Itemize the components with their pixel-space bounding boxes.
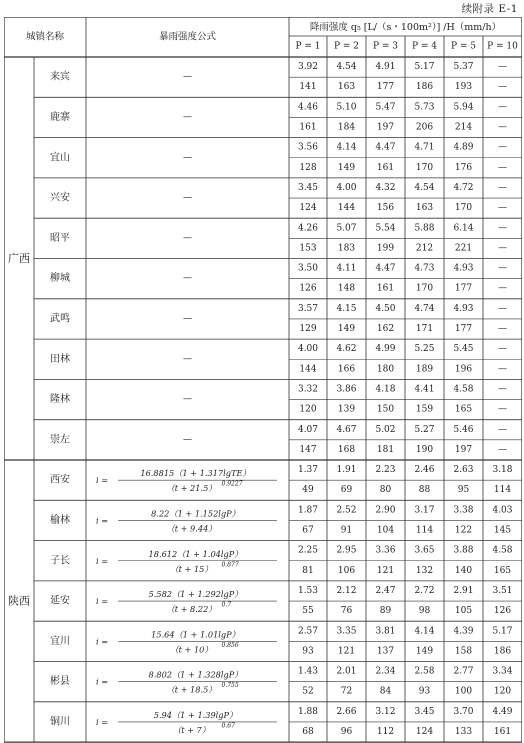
- city-name: 来宾: [50, 71, 70, 83]
- h-value: 189: [415, 364, 434, 375]
- q-value: —: [498, 424, 507, 435]
- h-value: 124: [299, 203, 317, 214]
- city-name: 子长: [50, 555, 70, 567]
- q-value: 2.66: [336, 706, 357, 717]
- q-value: 4.18: [375, 384, 396, 395]
- city-name: 宜川: [50, 635, 70, 647]
- h-value: 91: [340, 525, 353, 536]
- city-name: 武鸣: [50, 313, 70, 325]
- h-value: 170: [415, 283, 434, 294]
- q-value: 3.88: [453, 545, 474, 556]
- city-name: 隆林: [50, 394, 70, 406]
- formula-numerator: 5.582（1 + 1.292lgP）: [148, 589, 243, 600]
- q-value: 5.47: [375, 102, 396, 113]
- q-value: 4.50: [375, 303, 396, 314]
- q-value: —: [498, 303, 507, 314]
- formula-dash: —: [183, 72, 192, 83]
- q-value: 5.02: [375, 424, 396, 435]
- formula-exponent: 0.877: [221, 561, 239, 569]
- q-value: 3.81: [375, 626, 396, 637]
- h-value: 193: [454, 82, 473, 93]
- province-name: 广西: [8, 252, 30, 265]
- h-value: 212: [415, 243, 434, 254]
- h-value: 166: [337, 364, 356, 375]
- h-value: 141: [299, 82, 317, 93]
- h-value: 171: [415, 324, 434, 335]
- q-value: 2.57: [297, 626, 319, 637]
- q-value: 3.12: [375, 706, 396, 717]
- q-value: 2.01: [336, 666, 357, 677]
- q-value: 2.25: [297, 545, 319, 556]
- h-value: 161: [299, 122, 317, 133]
- q-value: 5.94: [453, 102, 474, 113]
- h-value: —: [498, 364, 507, 375]
- formula-dash: —: [183, 434, 192, 445]
- formula-numerator: 8.802（1 + 1.328lgP）: [148, 669, 243, 680]
- formula-dash: —: [183, 152, 192, 163]
- city-name: 兴安: [50, 192, 70, 204]
- h-value: 168: [337, 444, 356, 455]
- h-value: 144: [337, 203, 356, 214]
- q-value: 3.56: [297, 142, 319, 153]
- h-value: 206: [415, 122, 434, 133]
- h-value: —: [498, 243, 507, 254]
- formula-denominator: （t + 18.5）: [166, 684, 217, 695]
- q-value: 3.35: [336, 626, 357, 637]
- formula-numerator: 15.64（1 + 1.01lgP）: [151, 629, 240, 640]
- q-value: —: [498, 263, 507, 274]
- h-value: 121: [337, 646, 356, 657]
- q-value: 4.93: [453, 263, 474, 274]
- formula-exponent: 0.67: [221, 722, 235, 730]
- q-value: 3.45: [297, 182, 319, 193]
- q-value: 2.90: [375, 505, 396, 516]
- city-name: 鹿寨: [50, 111, 70, 123]
- formula-dash: —: [183, 394, 192, 405]
- h-value: 176: [454, 162, 473, 173]
- q-value: 1.37: [297, 465, 319, 476]
- h-value: 67: [302, 525, 314, 536]
- h-value: 114: [415, 525, 434, 536]
- header-period: P = 4: [411, 41, 438, 52]
- h-value: 52: [302, 686, 314, 697]
- formula-lhs: i =: [96, 555, 109, 566]
- q-value: 3.86: [336, 384, 357, 395]
- q-value: 4.15: [336, 303, 357, 314]
- q-value: 4.39: [453, 626, 474, 637]
- q-value: —: [498, 182, 507, 193]
- h-value: 100: [454, 686, 473, 697]
- h-value: 89: [379, 606, 392, 617]
- q-value: 3.18: [492, 465, 513, 476]
- q-value: 4.07: [297, 424, 319, 435]
- q-value: 5.07: [336, 223, 357, 234]
- q-value: —: [498, 384, 507, 395]
- q-value: 4.46: [297, 102, 319, 113]
- h-value: 72: [340, 686, 353, 697]
- q-value: 2.52: [336, 505, 357, 516]
- h-value: 139: [337, 404, 356, 415]
- q-value: 4.67: [336, 424, 357, 435]
- header-intensity: 降雨强度 q₅ [L/（s・100m²）] /H（mm/h）: [309, 22, 502, 33]
- h-value: 158: [454, 646, 473, 657]
- rainfall-intensity-table: [4, 17, 522, 743]
- h-value: 163: [415, 203, 434, 214]
- h-value: 170: [454, 203, 473, 214]
- q-value: 3.57: [297, 303, 319, 314]
- h-value: 145: [493, 525, 512, 536]
- q-value: 5.54: [375, 223, 396, 234]
- h-value: 214: [454, 122, 473, 133]
- formula-exponent: 0.755: [221, 682, 239, 690]
- h-value: 114: [493, 485, 512, 496]
- h-value: 196: [454, 364, 473, 375]
- h-value: 122: [454, 525, 473, 536]
- q-value: 4.58: [453, 384, 474, 395]
- q-value: —: [498, 223, 507, 234]
- formula-numerator: 8.22（1 + 1.152lgP）: [151, 508, 240, 519]
- header-formula: 暴雨强度公式: [158, 31, 217, 43]
- h-value: 120: [493, 686, 512, 697]
- city-name: 彬县: [50, 676, 70, 688]
- q-value: 5.45: [453, 344, 474, 355]
- formula-denominator: （t + 15）: [170, 563, 213, 574]
- q-value: 4.32: [375, 182, 396, 193]
- city-name: 榆林: [50, 514, 70, 526]
- q-value: 2.95: [336, 545, 357, 556]
- q-value: 3.70: [453, 706, 474, 717]
- h-value: 177: [454, 324, 473, 335]
- q-value: 4.89: [453, 142, 474, 153]
- h-value: 184: [337, 122, 356, 133]
- h-value: 69: [340, 485, 353, 496]
- q-value: 4.58: [492, 545, 513, 556]
- q-value: 4.00: [297, 344, 319, 355]
- formula-numerator: 16.8815（1 + 1.317lgTE）: [140, 468, 251, 479]
- city-name: 铜川: [50, 716, 70, 728]
- h-value: 162: [376, 324, 395, 335]
- city-name: 西安: [50, 474, 70, 486]
- q-value: 4.03: [492, 505, 513, 516]
- q-value: 4.54: [336, 62, 357, 73]
- formula-denominator: （t + 21.5）: [166, 483, 217, 494]
- h-value: 112: [376, 727, 395, 738]
- h-value: 126: [493, 606, 512, 617]
- h-value: 140: [454, 565, 473, 576]
- q-value: 2.47: [375, 585, 396, 596]
- q-value: 3.38: [453, 505, 474, 516]
- h-value: 180: [376, 364, 395, 375]
- q-value: 3.92: [297, 62, 319, 73]
- table-grid: [4, 17, 522, 743]
- h-value: 170: [415, 162, 434, 173]
- formula-dash: —: [183, 233, 192, 244]
- q-value: 3.32: [297, 384, 319, 395]
- q-value: 5.27: [414, 424, 435, 435]
- q-value: 5.73: [414, 102, 435, 113]
- h-value: 148: [337, 283, 356, 294]
- formula-exponent: 0.856: [221, 641, 239, 649]
- h-value: 161: [376, 162, 395, 173]
- h-value: 177: [454, 283, 473, 294]
- h-value: 80: [379, 485, 392, 496]
- q-value: 4.41: [414, 384, 435, 395]
- h-value: 186: [493, 646, 512, 657]
- city-name: 柳城: [50, 273, 70, 285]
- h-value: 149: [415, 646, 434, 657]
- q-value: —: [498, 102, 507, 113]
- city-name: 崇左: [50, 434, 70, 446]
- formula-dash: —: [183, 193, 192, 204]
- q-value: 1.43: [297, 666, 319, 677]
- h-value: —: [498, 122, 507, 133]
- formula-lhs: i =: [96, 716, 109, 727]
- h-value: —: [498, 162, 507, 173]
- h-value: 186: [415, 82, 434, 93]
- h-value: 161: [376, 283, 395, 294]
- q-value: 5.25: [414, 344, 435, 355]
- h-value: 181: [376, 444, 395, 455]
- h-value: —: [498, 82, 507, 93]
- q-value: 4.14: [336, 142, 357, 153]
- formula-denominator: （t + 8.22）: [166, 604, 217, 615]
- h-value: 128: [299, 162, 317, 173]
- city-name: 宜山: [50, 152, 70, 164]
- formula-dash: —: [183, 313, 192, 324]
- q-value: 5.88: [414, 223, 435, 234]
- q-value: 3.34: [492, 666, 513, 677]
- formula-dash: —: [183, 112, 192, 123]
- q-value: 4.71: [414, 142, 435, 153]
- h-value: 161: [493, 727, 512, 738]
- h-value: 133: [454, 727, 473, 738]
- h-value: 106: [337, 565, 356, 576]
- city-name: 延安: [50, 595, 70, 607]
- formula-denominator: （t + 9.44）: [166, 523, 217, 534]
- h-value: 126: [299, 283, 317, 294]
- q-value: 3.17: [414, 505, 435, 516]
- q-value: 5.10: [336, 102, 357, 113]
- q-value: 1.87: [297, 505, 319, 516]
- q-value: 1.53: [297, 585, 319, 596]
- formula-lhs: i =: [96, 636, 109, 647]
- h-value: 153: [299, 243, 317, 254]
- h-value: 88: [418, 485, 431, 496]
- h-value: 197: [376, 122, 395, 133]
- q-value: 2.77: [453, 666, 474, 677]
- formula-dash: —: [183, 354, 192, 365]
- h-value: —: [498, 324, 507, 335]
- q-value: 2.91: [453, 585, 474, 596]
- header-city: 城镇名称: [25, 31, 65, 43]
- h-value: 76: [340, 606, 353, 617]
- h-value: 129: [299, 324, 317, 335]
- h-value: 95: [457, 485, 470, 496]
- formula-exponent: 0.9227: [221, 480, 243, 488]
- h-value: 183: [337, 243, 356, 254]
- h-value: 132: [415, 565, 434, 576]
- city-name: 昭平: [50, 232, 70, 244]
- h-value: 93: [302, 646, 314, 657]
- h-value: 149: [337, 324, 356, 335]
- q-value: 1.88: [297, 706, 319, 717]
- h-value: 137: [376, 646, 395, 657]
- h-value: 177: [376, 82, 395, 93]
- q-value: 4.47: [375, 263, 396, 274]
- h-value: 165: [454, 404, 473, 415]
- formula-lhs: i =: [96, 596, 109, 607]
- q-value: 2.72: [414, 585, 435, 596]
- h-value: —: [498, 203, 507, 214]
- h-value: 144: [299, 364, 317, 375]
- q-value: 4.14: [414, 626, 435, 637]
- header-period: P = 3: [372, 41, 399, 52]
- h-value: 197: [454, 444, 473, 455]
- q-value: 3.36: [375, 545, 396, 556]
- q-value: 2.23: [375, 465, 396, 476]
- h-value: 120: [299, 404, 317, 415]
- h-value: 190: [415, 444, 434, 455]
- formula-numerator: 5.94（1 + 1.39lgP）: [153, 709, 238, 720]
- h-value: 156: [376, 203, 395, 214]
- q-value: 4.91: [375, 62, 396, 73]
- table-caption: 续附录 E-1: [461, 3, 518, 15]
- formula-denominator: （t + 10）: [170, 644, 213, 655]
- q-value: 4.74: [414, 303, 435, 314]
- q-value: 5.46: [453, 424, 474, 435]
- header-period: P = 2: [333, 41, 360, 52]
- h-value: 149: [337, 162, 356, 173]
- q-value: 4.47: [375, 142, 396, 153]
- q-value: 4.26: [297, 223, 319, 234]
- h-value: —: [498, 444, 507, 455]
- q-value: 5.17: [492, 626, 513, 637]
- header-period: P = 5: [450, 41, 477, 52]
- h-value: 124: [415, 727, 434, 738]
- q-value: 4.49: [492, 706, 513, 717]
- q-value: 2.34: [375, 666, 396, 677]
- q-value: 4.99: [375, 344, 396, 355]
- h-value: 55: [302, 606, 314, 617]
- h-value: 93: [418, 686, 431, 697]
- q-value: 5.17: [414, 62, 435, 73]
- q-value: 2.46: [414, 465, 435, 476]
- h-value: 163: [337, 82, 356, 93]
- q-value: 4.73: [414, 263, 435, 274]
- q-value: 4.00: [336, 182, 357, 193]
- h-value: —: [498, 283, 507, 294]
- q-value: 5.37: [453, 62, 474, 73]
- h-value: 84: [379, 686, 392, 697]
- province-name: 陕西: [8, 594, 30, 608]
- formula-numerator: 18.612（1 + 1.04lgP）: [148, 548, 243, 559]
- h-value: 68: [302, 727, 314, 738]
- h-value: 150: [376, 404, 395, 415]
- q-value: 4.54: [414, 182, 435, 193]
- formula-lhs: i =: [96, 475, 109, 486]
- q-value: 4.62: [336, 344, 357, 355]
- q-value: 2.58: [414, 666, 435, 677]
- h-value: 147: [299, 444, 317, 455]
- formula-exponent: 0.7: [221, 601, 232, 609]
- q-value: 4.93: [453, 303, 474, 314]
- h-value: 104: [376, 525, 395, 536]
- h-value: 199: [376, 243, 395, 254]
- h-value: 105: [454, 606, 473, 617]
- h-value: 221: [454, 243, 473, 254]
- formula-lhs: i =: [96, 515, 109, 526]
- header-period: P = 1: [295, 41, 321, 52]
- q-value: 4.11: [336, 263, 357, 274]
- q-value: —: [498, 344, 507, 355]
- q-value: —: [498, 142, 507, 153]
- q-value: 2.63: [453, 465, 474, 476]
- q-value: 1.91: [336, 465, 357, 476]
- formula-denominator: （t + 7）: [173, 724, 210, 735]
- header-period: P = 10: [487, 41, 518, 52]
- h-value: —: [498, 404, 507, 415]
- q-value: 6.14: [453, 223, 474, 234]
- formula-lhs: i =: [96, 676, 109, 687]
- q-value: 2.12: [336, 585, 357, 596]
- q-value: 3.65: [414, 545, 435, 556]
- h-value: 165: [493, 565, 512, 576]
- q-value: 3.50: [297, 263, 319, 274]
- h-value: 49: [302, 485, 314, 496]
- q-value: —: [498, 62, 507, 73]
- city-name: 田林: [50, 353, 70, 365]
- h-value: 96: [340, 727, 353, 738]
- q-value: 3.51: [492, 585, 513, 596]
- h-value: 81: [302, 565, 314, 576]
- formula-dash: —: [183, 273, 192, 284]
- q-value: 4.72: [453, 182, 474, 193]
- h-value: 159: [415, 404, 434, 415]
- h-value: 121: [376, 565, 395, 576]
- h-value: 98: [418, 606, 431, 617]
- q-value: 3.45: [414, 706, 435, 717]
